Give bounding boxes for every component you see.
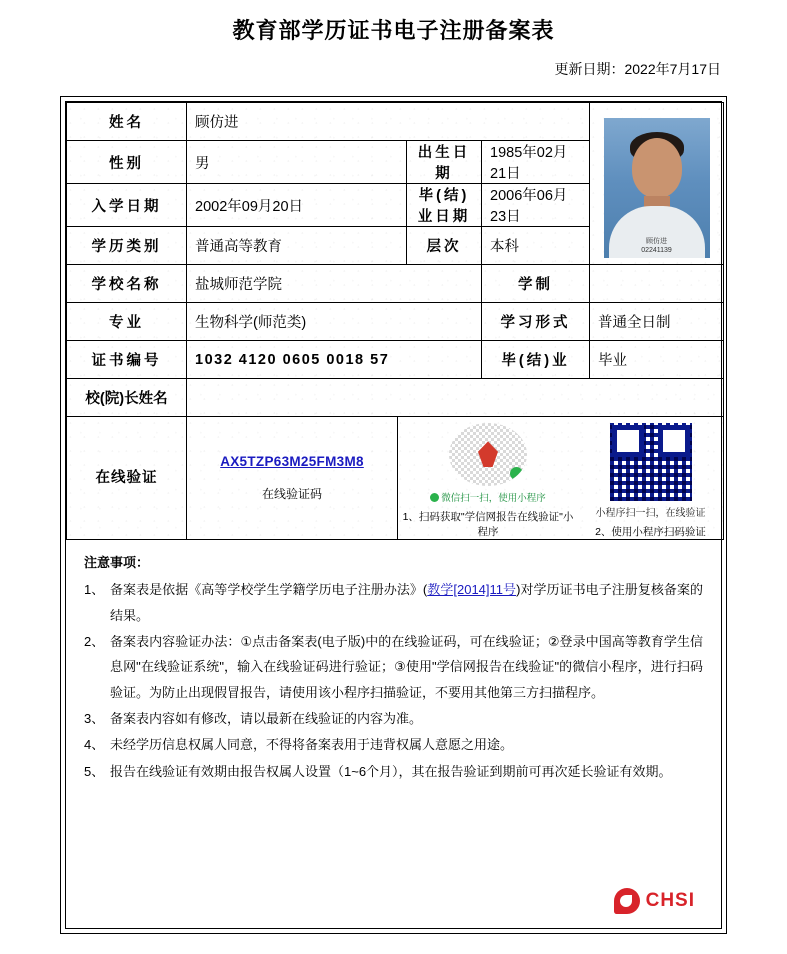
certificate-outer-frame	[60, 96, 727, 934]
chsi-mark-icon	[614, 888, 640, 914]
school-value: 盐城师范学院	[187, 265, 482, 303]
table-row	[67, 341, 724, 379]
online-verify-row	[67, 417, 724, 540]
level-label: 层次	[407, 227, 482, 265]
list-item	[84, 706, 703, 731]
update-date-value: 2022年7月17日	[624, 61, 721, 77]
table-row	[67, 379, 724, 417]
list-item	[84, 759, 703, 784]
qr-tag: 小程序扫一扫，在线验证	[595, 508, 706, 519]
graduate-status-label: 毕(结)业	[482, 341, 590, 379]
major-label: 专业	[67, 303, 187, 341]
check-badge-icon	[510, 467, 523, 480]
note-number: 1、	[84, 582, 105, 598]
note-text: 备案表是依据《高等学校学生学籍学历电子注册办法》(教学[2014]11号)对学历证书电子注册复核备案的结果。	[110, 582, 703, 623]
avatar	[604, 118, 710, 258]
verification-qr-icon[interactable]	[610, 423, 692, 501]
note-number: 3、	[84, 711, 105, 727]
enroll-value: 2002年09月20日	[187, 184, 407, 227]
verify-code-caption: 在线验证码	[261, 487, 322, 501]
enroll-label: 入学日期	[67, 184, 187, 227]
note-text: 备案表内容如有修改，请以最新在线验证的内容为准。	[110, 711, 423, 727]
online-verify-body	[187, 417, 724, 540]
avatar-caption-number: 02241139	[641, 246, 672, 254]
list-item	[84, 577, 703, 628]
note-number: 5、	[84, 763, 105, 779]
name-value: 顾仿进	[187, 103, 590, 141]
name-label: 姓名	[67, 103, 187, 141]
edu-type-label: 学历类别	[67, 227, 187, 265]
note-text: 报告在线验证有效期由报告权属人设置（1~6个月），其在报告验证到期前可再次延长验证有效期。	[110, 763, 672, 779]
study-form-value: 普通全日制	[590, 303, 724, 341]
cert-no-label: 证书编号	[67, 341, 187, 379]
table-row	[67, 303, 724, 341]
level-value: 本科	[482, 227, 590, 265]
avatar-caption-name: 顾仿进	[646, 238, 667, 245]
chsi-brand-text: CHSI	[645, 890, 695, 911]
president-value	[187, 379, 724, 417]
verify-code-link[interactable]: AX5TZP63M25FM3M8	[220, 454, 364, 469]
duration-label: 学制	[482, 265, 590, 303]
miniprogram-tag-text: 微信扫一扫，使用小程序	[441, 492, 546, 504]
update-date	[0, 59, 721, 79]
note-text: 备案表内容验证办法：①点击备案表(电子版)中的在线验证码，可在线验证；②登录中国高等教育学生信息网"在线验证系统"，输入在线验证码进行验证；③使用"学信网报告在线验证"的微信小程序，进行扫码验证。为防止出现假冒报告，请使用该小程序扫描验证，不要用其他第三方扫描程序。	[110, 634, 703, 700]
miniprogram-qr-icon[interactable]	[449, 423, 527, 486]
chsi-logo	[614, 888, 695, 914]
table-row	[67, 103, 724, 141]
president-label: 校(院)长姓名	[67, 379, 187, 417]
cert-no-value: 1032 4120 0605 0018 57	[187, 341, 482, 379]
certificate-inner-frame	[65, 101, 722, 929]
note-text: 未经学历信息权属人同意，不得将备案表用于违背权属人意愿之用途。	[110, 737, 514, 753]
notes-title: 注意事项：	[84, 555, 150, 570]
school-label: 学校名称	[67, 265, 187, 303]
miniprogram-block	[397, 417, 578, 539]
birth-label: 出生日期	[407, 141, 482, 184]
photo-cell	[590, 103, 724, 265]
list-item	[84, 732, 703, 757]
update-date-label: 更新日期：	[554, 61, 625, 77]
verify-code-block	[187, 417, 397, 539]
wechat-icon	[430, 493, 439, 502]
qr-block	[578, 417, 723, 539]
note-number: 4、	[84, 737, 105, 753]
policy-link[interactable]: 教学[2014]11号	[427, 582, 517, 598]
certificate-table	[66, 102, 724, 540]
notes-section	[66, 540, 721, 791]
graduate-status-value: 毕业	[590, 341, 724, 379]
avatar-caption	[604, 238, 710, 256]
qr-note: 2、使用小程序扫码验证	[595, 526, 706, 538]
edu-type-value: 普通高等教育	[187, 227, 407, 265]
duration-value	[590, 265, 724, 303]
avatar-head	[632, 138, 682, 198]
table-row	[67, 265, 724, 303]
miniprogram-note: 1、扫码获取"学信网报告在线验证"小程序	[402, 511, 574, 538]
birth-value: 1985年02月21日	[482, 141, 590, 184]
list-item	[84, 629, 703, 705]
note-number: 2、	[84, 634, 105, 650]
gender-label: 性别	[67, 141, 187, 184]
gender-value: 男	[187, 141, 407, 184]
major-value: 生物科学(师范类)	[187, 303, 482, 341]
study-form-label: 学习形式	[482, 303, 590, 341]
miniprogram-tag	[430, 491, 546, 506]
online-verify-label: 在线验证	[67, 417, 187, 540]
graduate-date-value: 2006年06月23日	[482, 184, 590, 227]
graduate-date-label: 毕(结)业日期	[407, 184, 482, 227]
page-title: 教育部学历证书电子注册备案表	[232, 19, 555, 44]
